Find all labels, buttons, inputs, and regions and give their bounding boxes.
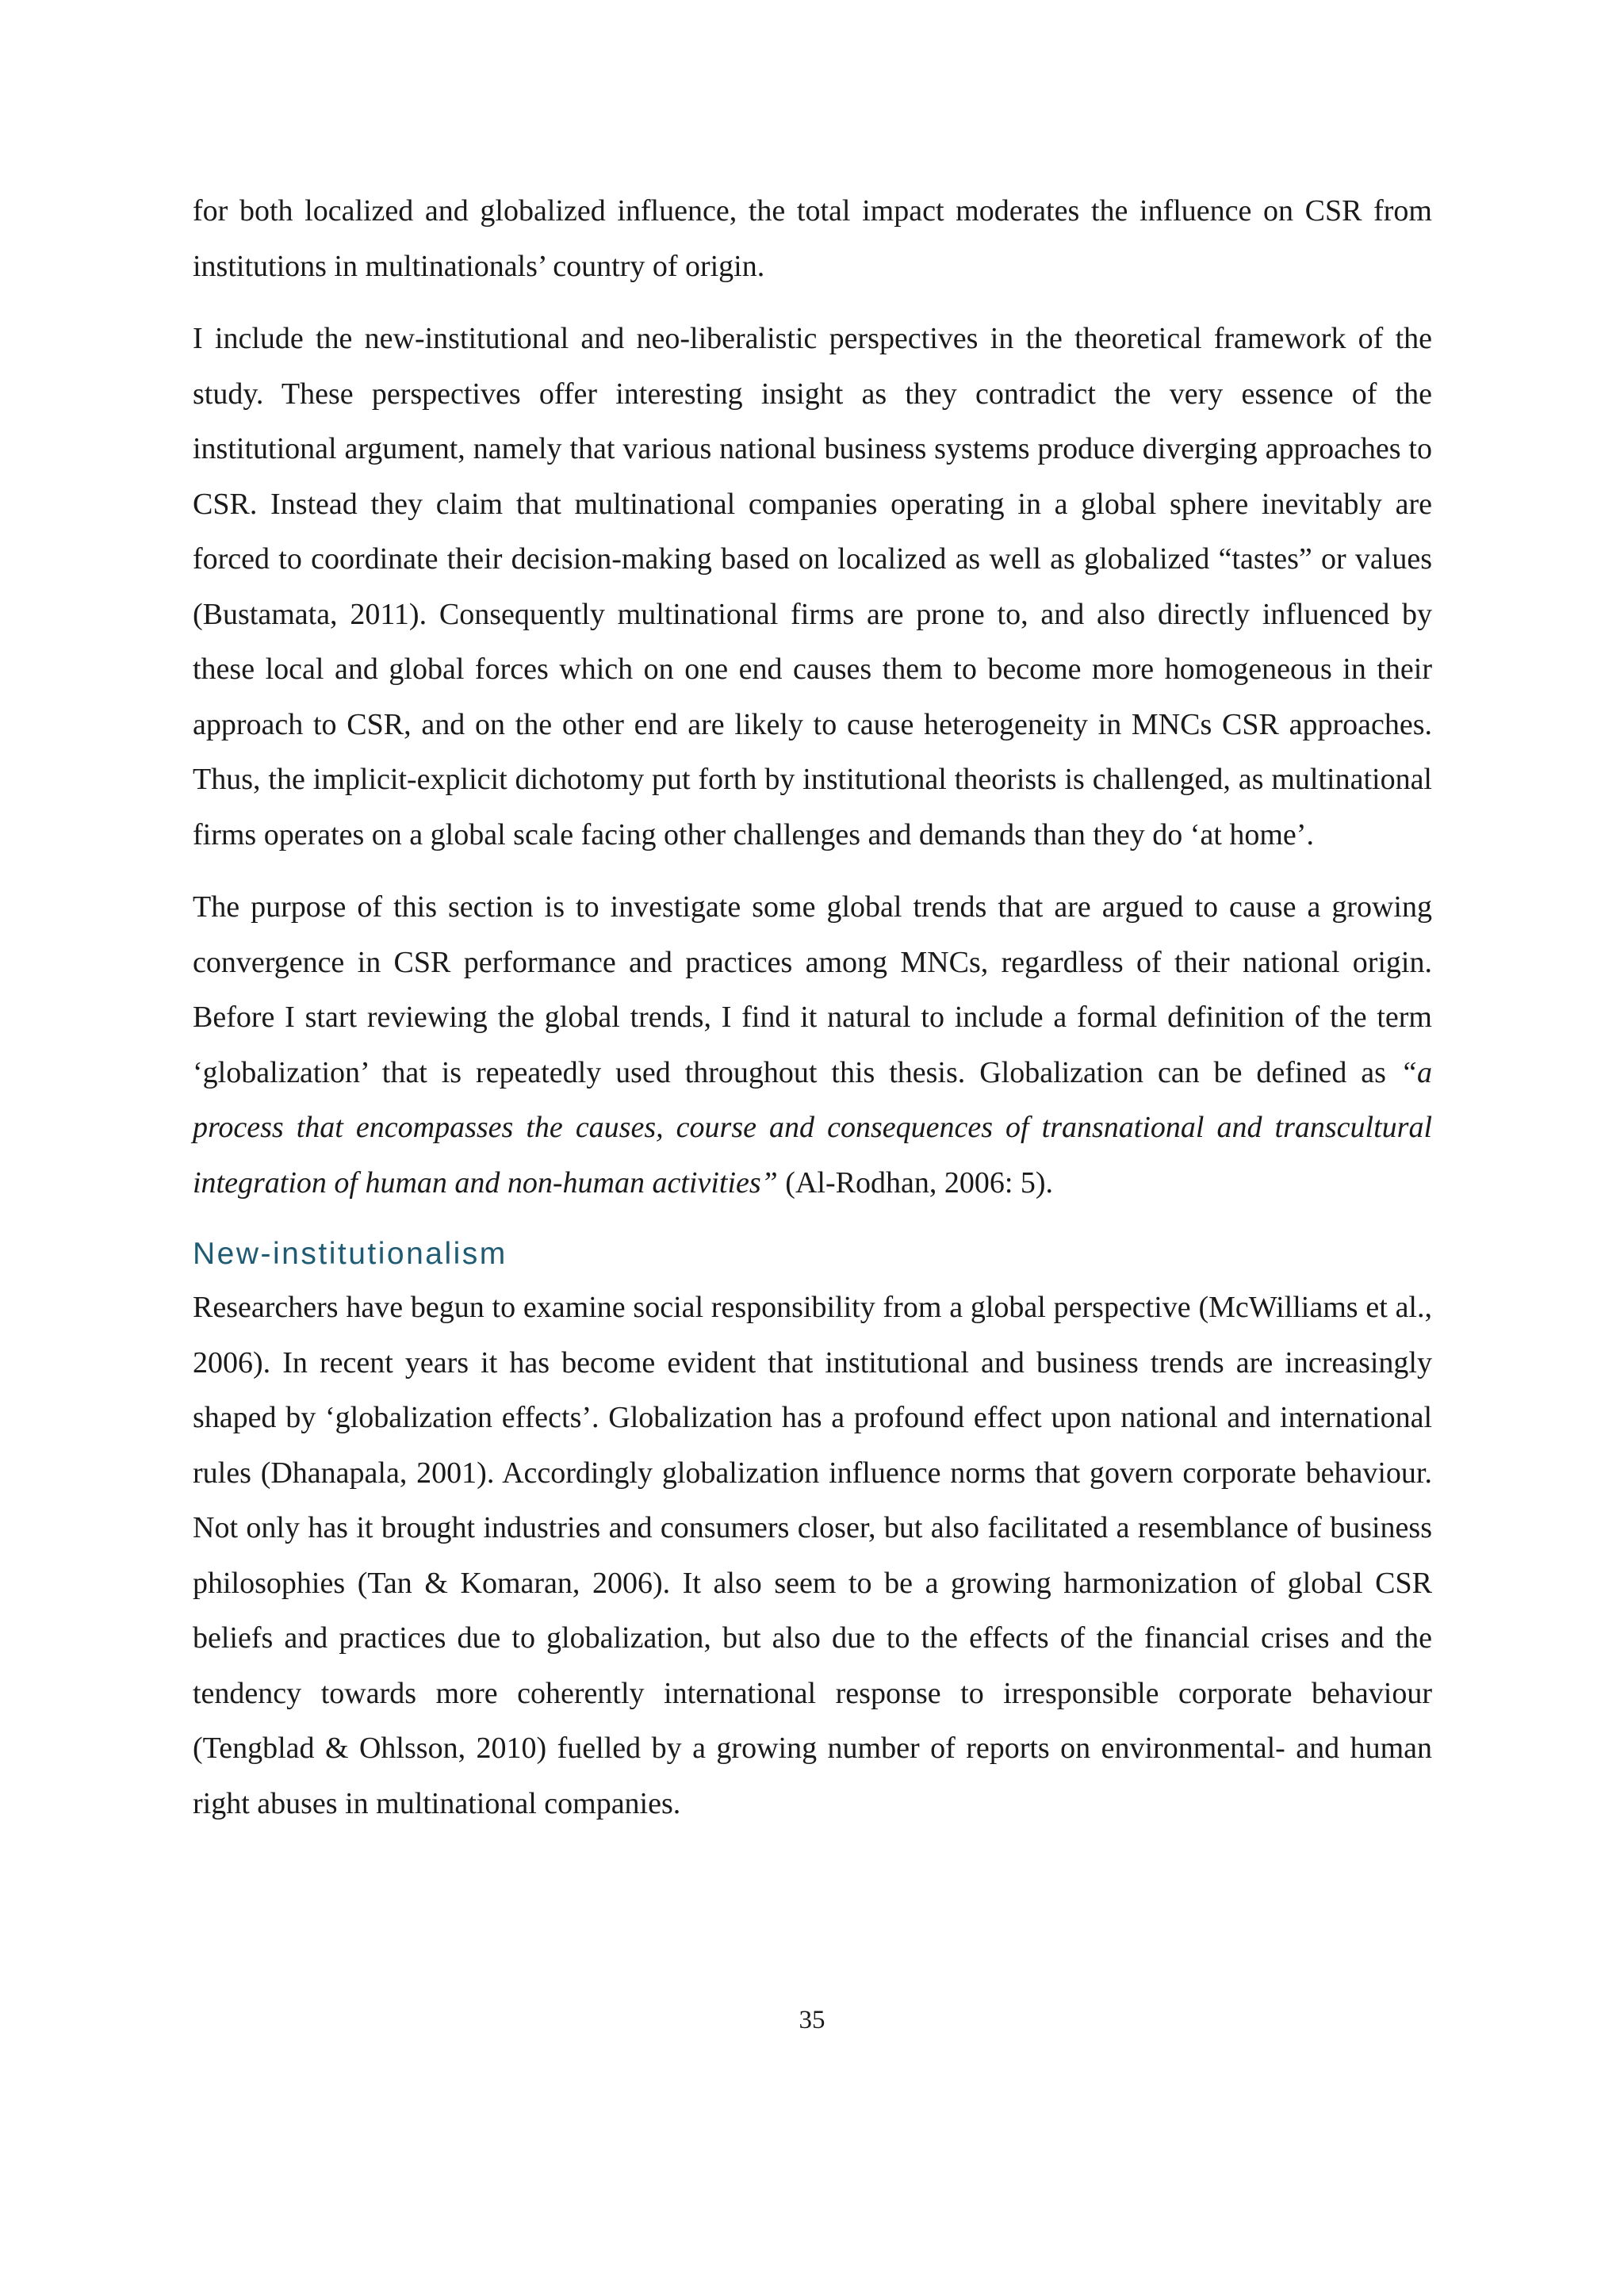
globalization-quote: “a process that encompasses the causes, course and consequences of transnational and transcultural integration of human and non-human activities” [193,1055,1432,1200]
page-number: 35 [799,2006,825,2034]
paragraph-theoretical-framework: I include the new-institutional and neo-liberalistic perspectives in the theoretical framework of the study. These perspectives offer interesting insight as they contradict the very essence of the institutional argument, namely that various national business systems produce diverging approaches to CSR. Instead they claim that multinational companies operating in a global sphere inevitably are forced to coordinate their decision-making based on localized as well as globalized “tastes” or values (Bustamata, 2011). Consequently multinational firms are prone to, and also directly influenced by these local and global forces which on one end causes them to become more homogeneous in their approach to CSR, and on the other end are likely to cause heterogeneity in MNCs CSR approaches. Thus, the implicit-explicit dichotomy put forth by institutional theorists is challenged, as multinational firms operates on a global scale facing other challenges and demands than they do ‘at home’. [193,322,1432,851]
section-heading: New-institutionalism [193,1237,508,1271]
paragraph-new-institutionalism: Researchers have begun to examine social responsibility from a global perspective (McWilliams et al., 2006). In recent years it has become evident that institutional and business trends are increasingly shaped by ‘globalization effects’. Globalization has a profound effect upon national and international rules (Dhanapala, 2001). Accordingly globalization influence norms that govern corporate behaviour. Not only has it brought industries and consumers closer, but also facilitated a resemblance of business philosophies (Tan & Komaran, 2006). It also seem to be a growing harmonization of global CSR beliefs and practices due to globalization, but also due to the effects of the financial crises and the tendency towards more coherently international response to irresponsible corporate behaviour (Tengblad & Ohlsson, 2010) fuelled by a growing number of reports on environmental- and human right abuses in multinational companies. [193,1291,1432,1820]
definition-intro-text: The purpose of this section is to investigate some global trends that are argued to cause a growing convergence in CSR performance and practices among MNCs, regardless of their national origin. Before I start reviewing the global trends, I find it natural to include a formal definition of the term ‘globalization’ that is repeatedly used throughout this thesis. Globalization can be defined as [193,890,1432,1089]
paragraph-globalization-definition [193,880,1432,1211]
paragraph-continued: for both localized and globalized influence, the total impact moderates the influence on CSR from institutions in multinationals’ country of origin. [193,194,1432,283]
page-body [193,184,1432,1849]
quote-citation: (Al-Rodhan, 2006: 5). [777,1165,1054,1200]
